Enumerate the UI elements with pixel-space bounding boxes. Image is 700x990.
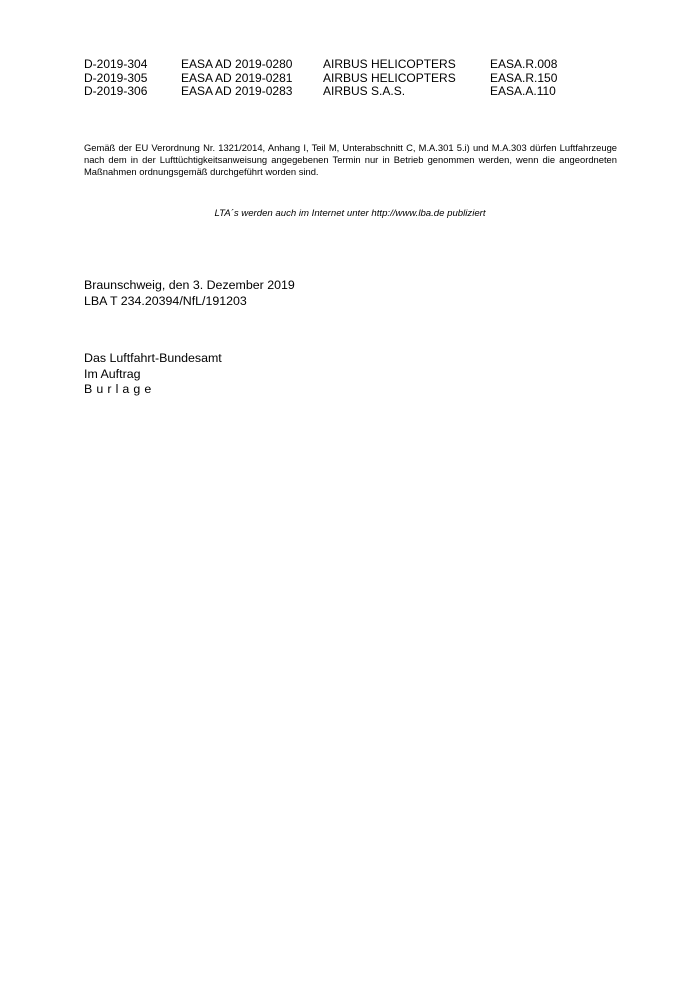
airworthiness-directive-table (84, 58, 570, 99)
lta-number: D-2019-304 (84, 57, 148, 71)
on-behalf-label: Im Auftrag (84, 366, 141, 381)
manufacturer: AIRBUS HELICOPTERS (323, 70, 456, 85)
easa-ad-number: EASA AD 2019-0281 (181, 70, 293, 85)
manufacturer: AIRBUS S.A.S. (323, 84, 406, 98)
lta-number: D-2019-306 (84, 84, 148, 98)
place-and-date: Braunschweig, den 3. Dezember 2019 (84, 278, 295, 292)
table-row (84, 72, 570, 86)
regulation-paragraph: Gemäß der EU Verordnung Nr. 1321/2014, Anhang I, Teil M, Unterabschnitt C, M.A.301 5.i) und M.A.303 dürfen Luftfahrzeuge nach dem in der Lufttüchtigkeitsanweisung angegebenen Termin nur in Betrieb genommen werden, wenn die angeordneten Maßnahmen ordnungsgemäß durchgeführt worden sind. (84, 142, 617, 177)
type-certificate: EASA.R.150 (490, 70, 558, 85)
issue-block (84, 278, 295, 309)
lta-number: D-2019-305 (84, 70, 148, 85)
table-row (84, 85, 570, 99)
type-certificate: EASA.A.110 (490, 84, 556, 98)
easa-ad-number: EASA AD 2019-0283 (181, 84, 293, 98)
authority-name: Das Luftfahrt-Bundesamt (84, 351, 222, 365)
easa-ad-number: EASA AD 2019-0280 (181, 57, 293, 71)
manufacturer: AIRBUS HELICOPTERS (323, 57, 456, 71)
table-row (84, 58, 570, 72)
type-certificate: EASA.R.008 (490, 57, 558, 71)
signatory-name: Burlage (84, 382, 156, 396)
signature-block (84, 351, 222, 398)
reference-number: LBA T 234.20394/NfL/191203 (84, 293, 247, 308)
internet-publication-note: LTA´s werden auch im Internet unter http://www.lba.de publiziert (214, 208, 486, 219)
